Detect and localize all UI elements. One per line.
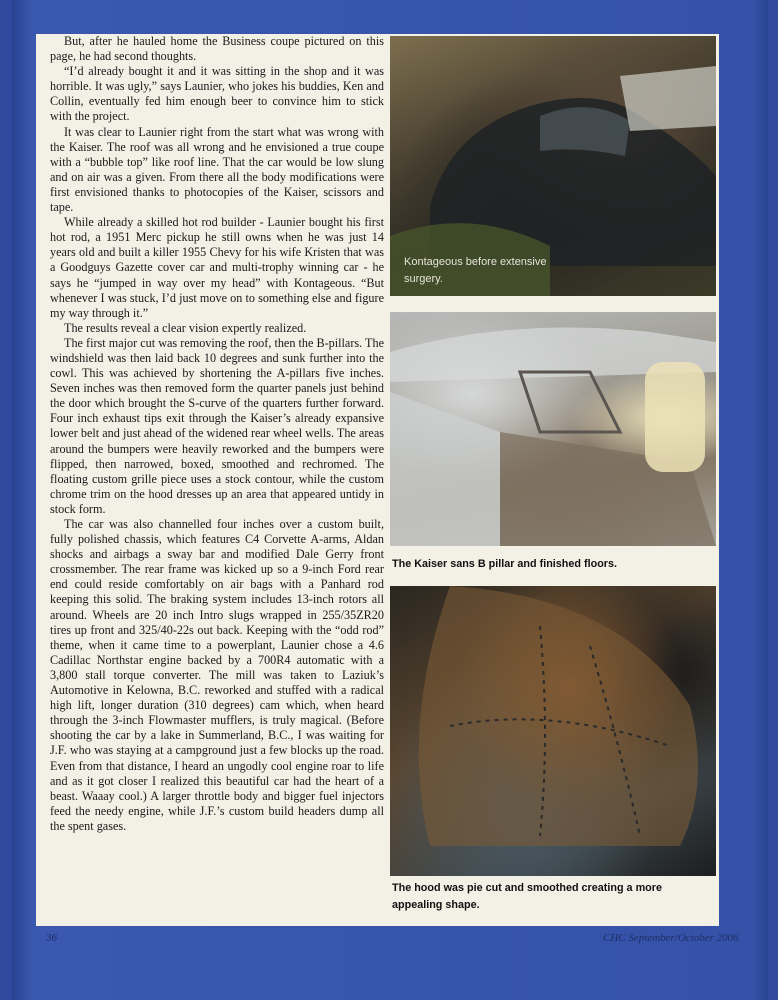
paragraph-5: The results reveal a clear vision expertly realized. bbox=[64, 320, 307, 335]
article-text-column bbox=[50, 34, 384, 834]
paragraph-6: The first major cut was removing the roof, then the B-pillars. The windshield was then laid back 10 degrees and sunk further into the cowl. This was achieved by shortening the A-pillars five inches. Seven inches was then removed form the quarter panels just behind the door which brought the S-curve of the quarters further forward. Four inch exhaust tips exit through the Kaiser’s already expansive lower belt and just ahead of the widened rear wheel wells. The areas around the bumpers were heavily reworked and the bumpers were flipped, then narrowed, boxed, smoothed and rechromed. The floating custom grille piece uses a stock contour, while the custom chrome trim on the hood dresses up an area that appeared untidy in stock form. bbox=[50, 335, 384, 516]
photo2-caption: The Kaiser sans B pillar and finished floors. bbox=[392, 558, 617, 570]
magazine-issue: CHC September/October 2006 bbox=[603, 932, 739, 944]
paragraph-4: While already a skilled hot rod builder - Launier bought his first hot rod, a 1951 Merc pickup he still owns when he was just 14 years old and built a killer 1955 Chevy for his wife Kristen that was a Goodguys Gazette cover car and multi-trophy winning car - he says he “jumped in way over my head” with Kontageous. “But whenever I was stuck, I’d just move on to something else and figure my way through it.” bbox=[50, 215, 384, 320]
paragraph-2: “I’d already bought it and it was sitting in the shop and it was horrible. It was ugly,” says Launier, who jokes his buddies, Ken and Collin, eventually fed him enough beer to convince him to stick with the project. bbox=[50, 64, 384, 124]
photo-hood-pie-cut bbox=[390, 586, 716, 876]
paragraph-1: But, after he hauled home the Business coupe pictured on this page, he had second thoughts. bbox=[50, 34, 384, 64]
photo-kaiser-before bbox=[390, 36, 716, 296]
paragraph-7: The car was also channelled four inches over a custom built, fully polished chassis, which features C4 Corvette A-arms, Aldan shocks and airbags a sway bar and modified Dale Gerry front crossmember. The rear frame was kicked up so a 9-inch Ford rear end could reside comfortably on air bags with a Panhard rod keeping this solid. The braking system includes 13-inch rotors all around. Wheels are 20 inch Intro slugs wrapped in 255/35ZR20 tires up front and 325/40-22s out back. Keeping with the “odd rod” theme, when it came time to a powerplant, Launier chose a 4.6 Cadillac Northstar engine backed by a 700R4 automatic with a 3,800 stall torque converter. The mill was taken to Laziuk’s Automotive in Kelowna, B.C. reworked and stuffed with a radical high lift, longer duration (310 degrees) cam which, when heard through the 3-inch Flowmaster mufflers, is truly magical. (Before shooting the car by a lake in Summerland, B.C., I was waiting for J.F. who was staying at a campground just a few blocks up the road. Even from that distance, I heard an ungodly cool engine roar to life and as it got closer I realized this beautiful car had the heart of a beast. Waaay cool.) A larger throttle body and bigger fuel injectors feed the needy engine, while J.F.’s custom build headers dump all the spent gases. bbox=[50, 517, 384, 833]
photo-kaiser-floors bbox=[390, 312, 716, 546]
page-number: 36 bbox=[46, 932, 57, 944]
paragraph-3: It was clear to Launier right from the start what was wrong with the Kaiser. The roof was all wrong and he envisioned a true coupe with a “bubble top” like roof line. That the car would be low slung and on air was a given. From there all the body modifications were first envisioned thanks to photocopies of the Kaiser, scissors and tape. bbox=[50, 124, 384, 215]
car-interior-floors bbox=[390, 312, 716, 546]
hood-panel bbox=[390, 586, 716, 876]
photo1-caption: Kontageous before extensive surgery. bbox=[404, 256, 547, 285]
photo3-caption: The hood was pie cut and smoothed creating a more appealing shape. bbox=[392, 882, 662, 911]
